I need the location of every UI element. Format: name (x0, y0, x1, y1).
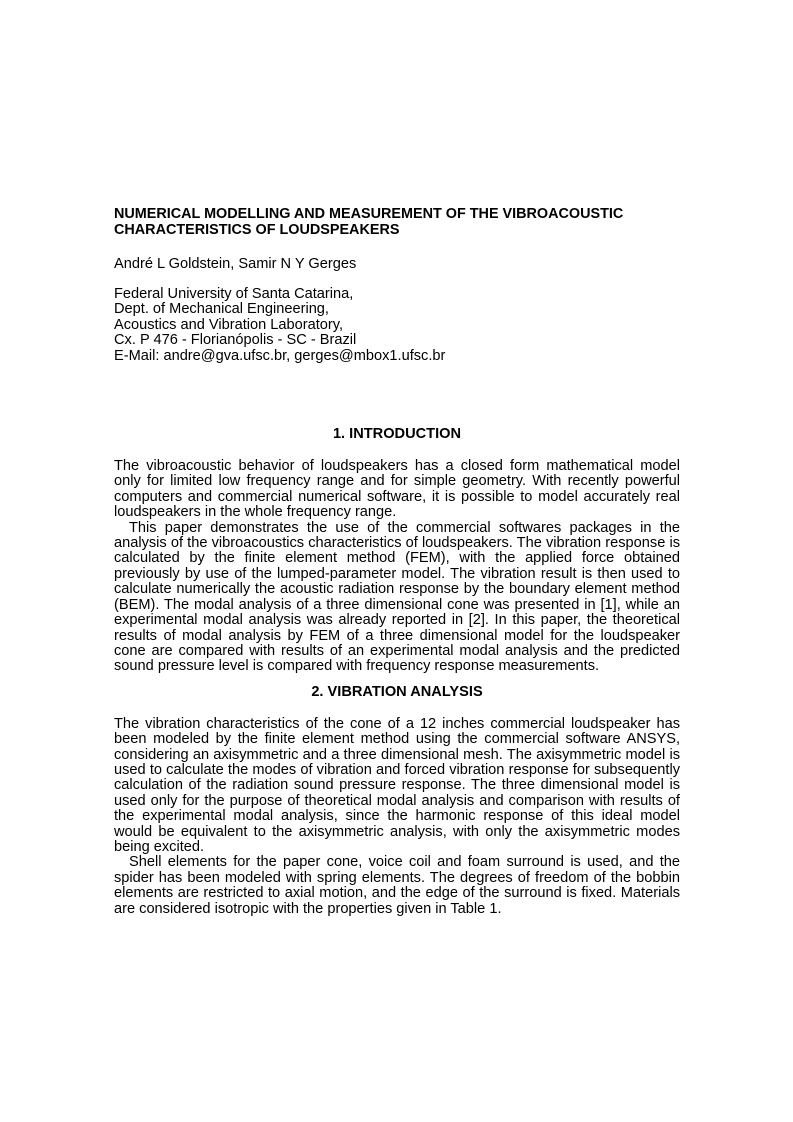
vibration-paragraph-2: Shell elements for the paper cone, voice coil and foam surround is used, and the spider has been modeled with spring elements. The degrees of freedom of the bobbin elements are restricted to axial motion, and the edge of the surround is fixed. Materials are considered isotropic with the properties given in Table 1. (114, 854, 680, 917)
affiliation-block (114, 287, 680, 364)
section-heading-introduction: 1. INTRODUCTION (332, 426, 462, 443)
affiliation-line-department: Dept. of Mechanical Engineering, (114, 301, 329, 318)
paper-title: NUMERICAL MODELLING AND MEASUREMENT OF THE VIBROACOUSTIC CHARACTERISTICS OF LOUDSPEAKERS (114, 206, 624, 238)
affiliation-line-laboratory: Acoustics and Vibration Laboratory, (114, 316, 344, 333)
affiliation-line-address: Cx. P 476 - Florianópolis - SC - Brazil (114, 332, 357, 349)
author-list: André L Goldstein, Samir N Y Gerges (114, 256, 357, 272)
affiliation-line-university: Federal University of Santa Catarina, (114, 286, 354, 302)
intro-paragraph-1: The vibroacoustic behavior of loudspeakers has a closed form mathematical model only for limited low frequency range and for simple geometry. With recently powerful computers and commercial numerical software, it is possible to model accurately real loudspeakers in the whole frequency range. (114, 458, 680, 521)
affiliation-line-email: E-Mail: andre@gva.ufsc.br, gerges@mbox1.ufsc.br (114, 347, 446, 364)
section-heading-vibration-analysis: 2. VIBRATION ANALYSIS (311, 683, 483, 700)
vibration-paragraph-1: The vibration characteristics of the cone of a 12 inches commercial loudspeaker has been modeled by the finite element method using the commercial software ANSYS, considering an axisymmetric and a three dimensional mesh. The axisymmetric model is used to calculate the modes of vibration and forced vibration response for subsequently calculation of the radiation sound pressure response. The three dimensional model is used only for the purpose of theoretical modal analysis and comparison with results of the experimental modal analysis, since the harmonic response of this ideal model would be equivalent to the axisymmetric analysis, with only the axisymmetric modes being excited. (114, 715, 680, 855)
intro-paragraph-2: This paper demonstrates the use of the commercial softwares packages in the analysis of the vibroacoustics characteristics of loudspeakers. The vibration response is calculated by the finite element method (FEM), with the applied force obtained previously by use of the lumped-parameter model. The vibration result is then used to calculate numerically the acoustic radiation response by the boundary element method (BEM). The modal analysis of a three dimensional cone was presented in [1], while an experimental modal analysis was already reported in [2]. In this paper, the theoretical results of modal analysis by FEM of a three dimensional model for the loudspeaker cone are compared with results of an experimental modal analysis and the predicted sound pressure level is compared with frequency response measurements. (114, 519, 680, 675)
paper-page (114, 206, 680, 917)
